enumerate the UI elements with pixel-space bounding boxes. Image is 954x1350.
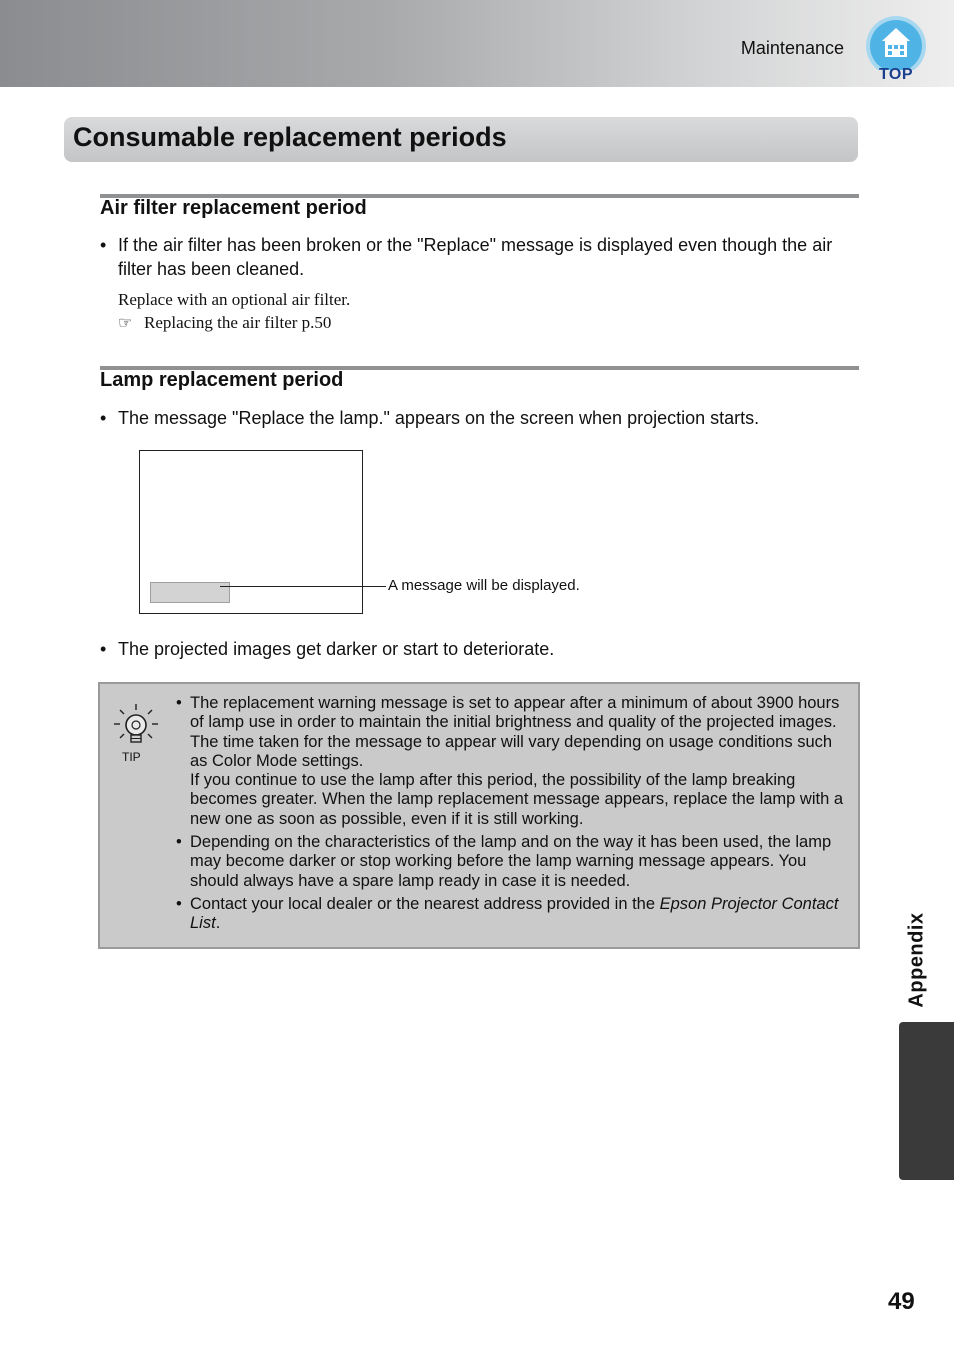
section-label: Maintenance (740, 38, 844, 58)
air-filter-heading: Air filter replacement period (100, 197, 367, 219)
top-home-icon (860, 14, 932, 70)
contact-list-title: Epson Projector Contact List (190, 894, 839, 933)
lamp-bullet-2 (100, 637, 860, 661)
lamp-bullet-1-text: The message "Replace the lamp." appears on the screen when projection starts. (118, 408, 760, 428)
tip-item-2-paragraph-1: • Depending on the characteristics of the lamp and on the way it has been used, the lamp may become darker or stop working before the lamp warning message appears. You should always have a spare lamp ready in case it is needed. (190, 833, 832, 890)
top-button-label: TOP (878, 66, 914, 83)
side-tab-label[interactable] (893, 908, 941, 1012)
tip-box (98, 682, 860, 949)
lamp-bullet-1 (100, 406, 860, 430)
warning-message-bar (150, 582, 230, 603)
tip-list (176, 694, 852, 938)
side-tab-label-text: Appendix (905, 912, 928, 1008)
tip-item (176, 694, 852, 829)
tip-item-3-suffix: . (215, 914, 221, 933)
lamp-heading: Lamp replacement period (100, 369, 344, 391)
side-tab-block[interactable] (899, 1022, 954, 1180)
air-filter-reference-link[interactable]: Replacing the air filter p.50 (144, 313, 332, 332)
header-band (0, 0, 954, 87)
tip-item-3-text: Contact your local dealer or the nearest address provided in the (190, 894, 660, 913)
tip-item-1-paragraph-1: • The replacement warning message is set to appear after a minimum of about 3900 hours of lamp use in order to maintain the initial brightness and quality of the projected images. The time taken for the message to appear will vary depending on usage conditions such as Color Mode settings. (190, 694, 840, 770)
bullet-dot: • (100, 639, 107, 659)
tip-item (176, 895, 852, 934)
air-filter-bullet-text: If the air filter has been broken or the "Replace" message is displayed even though the air filter has been cleaned. (118, 235, 833, 279)
bullet-dot: • (100, 408, 107, 428)
title-bar (64, 117, 858, 162)
bullet-dot: • (100, 235, 107, 255)
tip-item (176, 833, 852, 891)
tip-label: TIP (122, 750, 141, 764)
lightbulb-icon (112, 702, 160, 750)
projected-screen-illustration (139, 450, 363, 614)
tip-item-1-paragraph-2: If you continue to use the lamp after this period, the possibility of the lamp breaking becomes greater. When the lamp replacement message appears, replace the lamp with a new one as soon as possible, even if it is still working. (190, 771, 844, 828)
page-title: Consumable replacement periods (73, 122, 507, 152)
top-button[interactable] (860, 14, 932, 86)
lamp-bullet-2-text: The projected images get darker or start to deteriorate. (118, 639, 555, 659)
page-number: 49 (888, 1288, 915, 1315)
callout-text: A message will be displayed. (388, 577, 580, 594)
air-filter-bullet (100, 233, 860, 281)
air-filter-note: Replace with an optional air filter. (118, 290, 351, 309)
air-filter-reference[interactable] (118, 311, 331, 335)
callout-line (220, 586, 386, 587)
pointing-hand-icon: ☞ (118, 315, 133, 332)
